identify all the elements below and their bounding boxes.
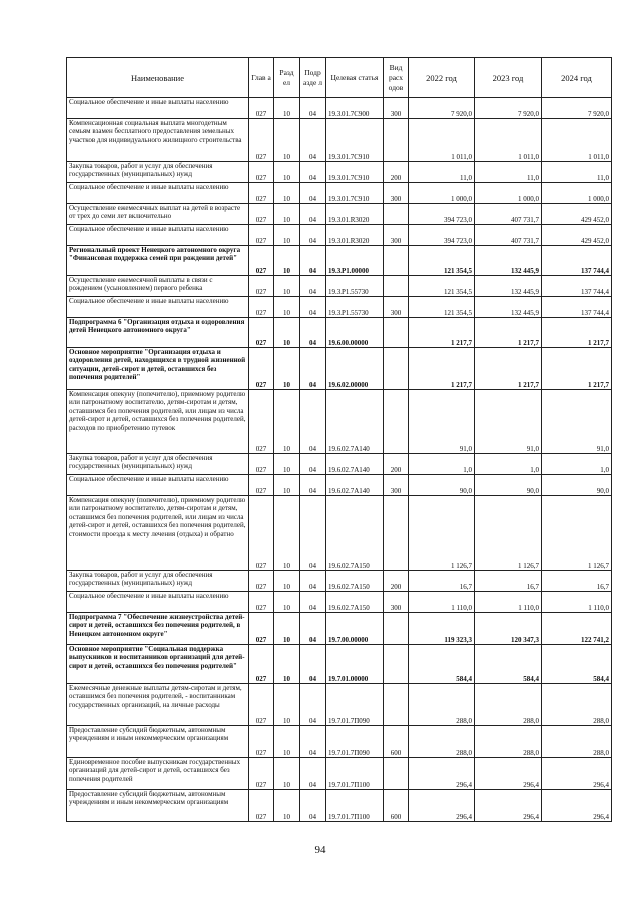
cell-razdel: 10 [274,119,300,162]
cell-amount-2024: 429 452,0 [542,225,612,246]
header-year-2022: 2022 год [409,58,475,98]
cell-razdel: 10 [274,496,300,571]
cell-podrazdel: 04 [300,119,326,162]
cell-target-article: 19.6.02.7А140 [326,390,384,454]
page-number: 94 [314,844,326,856]
cell-amount-2023: 288,0 [475,684,542,726]
cell-target-article: 19.6.02.7А150 [326,592,384,613]
cell-glava: 027 [249,119,274,162]
cell-glava: 027 [249,162,274,183]
header-target-article: Целевая статья [326,58,384,98]
cell-amount-2024: 1 011,0 [542,119,612,162]
cell-amount-2022: 1 217,7 [409,318,475,348]
cell-amount-2023: 132 445,9 [475,246,542,276]
cell-razdel: 10 [274,183,300,204]
cell-amount-2024: 1 126,7 [542,496,612,571]
cell-expense-type [384,613,409,645]
cell-expense-type: 200 [384,571,409,592]
cell-podrazdel: 04 [300,496,326,571]
table-row [67,183,612,204]
cell-razdel: 10 [274,204,300,225]
cell-podrazdel: 04 [300,204,326,225]
budget-table [66,57,612,822]
cell-amount-2022: 1 000,0 [409,183,475,204]
cell-razdel: 10 [274,726,300,758]
table-row [67,726,612,758]
cell-razdel: 10 [274,348,300,390]
cell-amount-2022: 1,0 [409,454,475,475]
cell-podrazdel: 04 [300,592,326,613]
cell-name: Социальное обеспечение и иные выплаты населению [67,183,249,204]
cell-target-article: 19.3.01.R3020 [326,204,384,225]
table-row [67,454,612,475]
cell-amount-2024: 1 110,0 [542,592,612,613]
cell-target-article: 19.3.01.7С910 [326,162,384,183]
cell-amount-2023: 7 920,0 [475,98,542,119]
cell-name: Предоставление субсидий бюджетным, автономным учреждениям и иным некоммерческим организациям [67,726,249,758]
cell-amount-2024: 288,0 [542,684,612,726]
cell-amount-2024: 137 744,4 [542,297,612,318]
cell-amount-2024: 1 000,0 [542,183,612,204]
cell-expense-type [384,390,409,454]
cell-expense-type: 300 [384,183,409,204]
table-row [67,496,612,571]
cell-amount-2022: 296,4 [409,790,475,822]
cell-podrazdel: 04 [300,726,326,758]
cell-glava: 027 [249,592,274,613]
cell-amount-2024: 1,0 [542,454,612,475]
cell-name: Осуществление ежемесячных выплат на детей в возрасте от трех до семи лет включительно [67,204,249,225]
cell-name: Социальное обеспечение и иные выплаты населению [67,98,249,119]
cell-target-article: 19.3.01.7С910 [326,183,384,204]
cell-target-article: 19.6.00.00000 [326,318,384,348]
cell-amount-2023: 132 445,9 [475,297,542,318]
cell-glava: 027 [249,790,274,822]
cell-expense-type: 600 [384,726,409,758]
cell-expense-type [384,684,409,726]
table-row [67,98,612,119]
cell-name: Осуществление ежемесячной выплаты в связи с рождением (усыновлением) первого ребенка [67,276,249,297]
cell-glava: 027 [249,613,274,645]
cell-glava: 027 [249,454,274,475]
cell-amount-2024: 584,4 [542,645,612,684]
cell-expense-type [384,348,409,390]
cell-amount-2024: 137 744,4 [542,276,612,297]
cell-amount-2024: 122 741,2 [542,613,612,645]
table-row [67,475,612,496]
cell-glava: 027 [249,276,274,297]
cell-amount-2022: 91,0 [409,390,475,454]
cell-target-article: 19.3.Р1.55730 [326,276,384,297]
cell-name: Закупка товаров, работ и услуг для обеспечения государственных (муниципальных) нужд [67,162,249,183]
cell-name: Подпрограмма 7 "Обеспечение жизнеустройства детей-сирот и детей, оставшихся без попечения родителей, в Ненецком автономном округе" [67,613,249,645]
cell-name: Социальное обеспечение и иные выплаты населению [67,297,249,318]
cell-glava: 027 [249,98,274,119]
cell-target-article: 19.7.01.7П090 [326,726,384,758]
cell-glava: 027 [249,225,274,246]
cell-glava: 027 [249,475,274,496]
cell-podrazdel: 04 [300,390,326,454]
cell-amount-2024: 296,4 [542,758,612,790]
cell-name: Компенсационная социальная выплата многодетным семьям взамен бесплатного предоставления земельных участков для индивидуального жилищного строительства [67,119,249,162]
cell-amount-2023: 132 445,9 [475,276,542,297]
cell-amount-2022: 288,0 [409,726,475,758]
cell-amount-2023: 1 217,7 [475,318,542,348]
cell-razdel: 10 [274,454,300,475]
cell-amount-2024: 91,0 [542,390,612,454]
cell-expense-type: 300 [384,297,409,318]
cell-glava: 027 [249,297,274,318]
cell-amount-2024: 7 920,0 [542,98,612,119]
cell-target-article: 19.3.01.R3020 [326,225,384,246]
cell-glava: 027 [249,318,274,348]
table-row [67,571,612,592]
cell-razdel: 10 [274,613,300,645]
cell-expense-type: 600 [384,790,409,822]
cell-podrazdel: 04 [300,98,326,119]
cell-name: Единовременное пособие выпускникам государственных организаций для детей-сирот и детей, оставшихся без попечения родителей [67,758,249,790]
cell-amount-2024: 296,4 [542,790,612,822]
header-podrazdel: Подр азде л [300,58,326,98]
cell-razdel: 10 [274,98,300,119]
cell-amount-2022: 119 323,3 [409,613,475,645]
cell-amount-2023: 1,0 [475,454,542,475]
cell-amount-2022: 16,7 [409,571,475,592]
cell-podrazdel: 04 [300,225,326,246]
cell-amount-2022: 1 011,0 [409,119,475,162]
cell-target-article: 19.3.Р1.55730 [326,297,384,318]
cell-amount-2023: 1 011,0 [475,119,542,162]
header-name: Наименование [67,58,249,98]
cell-amount-2022: 1 217,7 [409,348,475,390]
cell-amount-2022: 394 723,0 [409,225,475,246]
cell-amount-2024: 1 217,7 [542,318,612,348]
cell-podrazdel: 04 [300,276,326,297]
cell-expense-type [384,645,409,684]
table-row [67,645,612,684]
cell-expense-type [384,318,409,348]
cell-name: Региональный проект Ненецкого автономного округа "Финансовая поддержка семей при рождении детей" [67,246,249,276]
header-razdel: Разд ел [274,58,300,98]
cell-razdel: 10 [274,318,300,348]
cell-amount-2024: 90,0 [542,475,612,496]
cell-expense-type [384,246,409,276]
cell-podrazdel: 04 [300,297,326,318]
cell-amount-2023: 296,4 [475,790,542,822]
cell-name: Ежемесячные денежные выплаты детям-сиротам и детям, оставшимся без попечения родителей, - воспитанникам государственных организаций, на личные расходы [67,684,249,726]
table-row [67,613,612,645]
cell-target-article: 19.7.01.7П090 [326,684,384,726]
cell-amount-2023: 91,0 [475,390,542,454]
cell-glava: 027 [249,571,274,592]
cell-expense-type: 200 [384,162,409,183]
cell-name: Предоставление субсидий бюджетным, автономным учреждениям и иным некоммерческим организациям [67,790,249,822]
table-row [67,204,612,225]
cell-target-article: 19.6.02.7А150 [326,496,384,571]
cell-razdel: 10 [274,276,300,297]
cell-glava: 027 [249,246,274,276]
cell-podrazdel: 04 [300,571,326,592]
table-row [67,390,612,454]
cell-amount-2023: 296,4 [475,758,542,790]
cell-name: Компенсация опекуну (попечителю), приемному родителю или патронатному воспитателю, детям-сиротам и детям, оставшимся без попечения родителей, или лицам из числа детей-сирот и детей, оставшихся без попечения родителей, расходов по приобретению путевок [67,390,249,454]
cell-glava: 027 [249,390,274,454]
cell-glava: 027 [249,645,274,684]
cell-amount-2024: 11,0 [542,162,612,183]
cell-target-article: 19.3.01.7С900 [326,98,384,119]
cell-target-article: 19.3.01.7С910 [326,119,384,162]
table-row [67,348,612,390]
cell-amount-2022: 121 354,5 [409,246,475,276]
cell-podrazdel: 04 [300,790,326,822]
cell-amount-2022: 90,0 [409,475,475,496]
cell-podrazdel: 04 [300,162,326,183]
table-row [67,276,612,297]
cell-amount-2022: 296,4 [409,758,475,790]
table-row [67,225,612,246]
cell-amount-2024: 429 452,0 [542,204,612,225]
table-row [67,592,612,613]
cell-amount-2024: 288,0 [542,726,612,758]
cell-amount-2023: 407 731,7 [475,225,542,246]
cell-target-article: 19.7.01.7П100 [326,790,384,822]
cell-razdel: 10 [274,571,300,592]
cell-razdel: 10 [274,225,300,246]
cell-expense-type [384,496,409,571]
cell-amount-2023: 90,0 [475,475,542,496]
cell-podrazdel: 04 [300,183,326,204]
cell-glava: 027 [249,726,274,758]
cell-target-article: 19.7.00.00000 [326,613,384,645]
cell-amount-2022: 7 920,0 [409,98,475,119]
cell-target-article: 19.6.02.7А140 [326,475,384,496]
cell-razdel: 10 [274,162,300,183]
cell-razdel: 10 [274,592,300,613]
cell-razdel: 10 [274,758,300,790]
table-header-row [67,58,612,98]
cell-name: Основное мероприятие "Социальная поддержка выпускников и воспитанников организаций для детей-сирот и детей, оставшихся без попечения родителей" [67,645,249,684]
cell-name: Социальное обеспечение и иные выплаты населению [67,475,249,496]
cell-name: Компенсация опекуну (попечителю), приемному родителю или патронатному воспитателю, детям-сиротам и детям, оставшимся без попечения родителей, или лицам из числа детей-сирот и детей, оставшихся без попечения родителей, стоимости проезда к месту лечения (отдыха) и обратно [67,496,249,571]
cell-target-article: 19.7.01.00000 [326,645,384,684]
cell-razdel: 10 [274,297,300,318]
cell-razdel: 10 [274,390,300,454]
cell-amount-2023: 1 000,0 [475,183,542,204]
cell-target-article: 19.7.01.7П100 [326,758,384,790]
cell-podrazdel: 04 [300,318,326,348]
cell-amount-2022: 11,0 [409,162,475,183]
cell-target-article: 19.6.02.7А150 [326,571,384,592]
cell-podrazdel: 04 [300,348,326,390]
cell-expense-type: 200 [384,454,409,475]
cell-amount-2022: 121 354,5 [409,297,475,318]
cell-razdel: 10 [274,645,300,684]
cell-amount-2023: 16,7 [475,571,542,592]
cell-amount-2022: 121 354,5 [409,276,475,297]
table-row [67,318,612,348]
cell-amount-2023: 120 347,3 [475,613,542,645]
cell-amount-2022: 1 126,7 [409,496,475,571]
cell-expense-type [384,204,409,225]
cell-amount-2022: 1 110,0 [409,592,475,613]
cell-name: Закупка товаров, работ и услуг для обеспечения государственных (муниципальных) нужд [67,571,249,592]
header-glava: Глав а [249,58,274,98]
cell-name: Закупка товаров, работ и услуг для обеспечения государственных (муниципальных) нужд [67,454,249,475]
cell-expense-type: 300 [384,475,409,496]
cell-expense-type: 300 [384,592,409,613]
cell-target-article: 19.3.Р1.00000 [326,246,384,276]
cell-razdel: 10 [274,246,300,276]
cell-name: Социальное обеспечение и иные выплаты населению [67,225,249,246]
budget-table-sheet [66,57,611,822]
cell-podrazdel: 04 [300,246,326,276]
cell-amount-2024: 137 744,4 [542,246,612,276]
cell-amount-2024: 16,7 [542,571,612,592]
cell-glava: 027 [249,183,274,204]
cell-amount-2022: 584,4 [409,645,475,684]
cell-glava: 027 [249,684,274,726]
header-year-2024: 2024 год [542,58,612,98]
cell-amount-2023: 1 110,0 [475,592,542,613]
table-row [67,119,612,162]
table-row [67,684,612,726]
cell-amount-2023: 1 217,7 [475,348,542,390]
cell-amount-2023: 407 731,7 [475,204,542,225]
cell-name: Подпрограмма 6 "Организация отдыха и оздоровления детей Ненецкого автономного округа" [67,318,249,348]
table-body [67,98,612,822]
cell-amount-2024: 1 217,7 [542,348,612,390]
cell-glava: 027 [249,758,274,790]
cell-amount-2023: 584,4 [475,645,542,684]
cell-target-article: 19.6.02.00000 [326,348,384,390]
header-year-2023: 2023 год [475,58,542,98]
cell-razdel: 10 [274,475,300,496]
cell-expense-type [384,119,409,162]
cell-podrazdel: 04 [300,758,326,790]
cell-podrazdel: 04 [300,454,326,475]
cell-name: Социальное обеспечение и иные выплаты населению [67,592,249,613]
cell-target-article: 19.6.02.7А140 [326,454,384,475]
cell-expense-type [384,276,409,297]
table-row [67,162,612,183]
cell-amount-2023: 288,0 [475,726,542,758]
cell-amount-2022: 394 723,0 [409,204,475,225]
table-row [67,246,612,276]
cell-podrazdel: 04 [300,645,326,684]
cell-podrazdel: 04 [300,684,326,726]
cell-glava: 027 [249,204,274,225]
cell-razdel: 10 [274,790,300,822]
cell-podrazdel: 04 [300,475,326,496]
cell-amount-2022: 288,0 [409,684,475,726]
cell-name: Основное мероприятие "Организация отдыха и оздоровления детей, находящихся в трудной жизненной ситуации, детей-сирот и детей, оставшихся без попечения родителей" [67,348,249,390]
table-row [67,758,612,790]
cell-glava: 027 [249,348,274,390]
cell-amount-2023: 1 126,7 [475,496,542,571]
cell-podrazdel: 04 [300,613,326,645]
table-row [67,790,612,822]
cell-expense-type [384,758,409,790]
cell-razdel: 10 [274,684,300,726]
cell-expense-type: 300 [384,225,409,246]
cell-amount-2023: 11,0 [475,162,542,183]
header-expense-type: Вид расх одов [384,58,409,98]
table-row [67,297,612,318]
cell-expense-type: 300 [384,98,409,119]
cell-glava: 027 [249,496,274,571]
